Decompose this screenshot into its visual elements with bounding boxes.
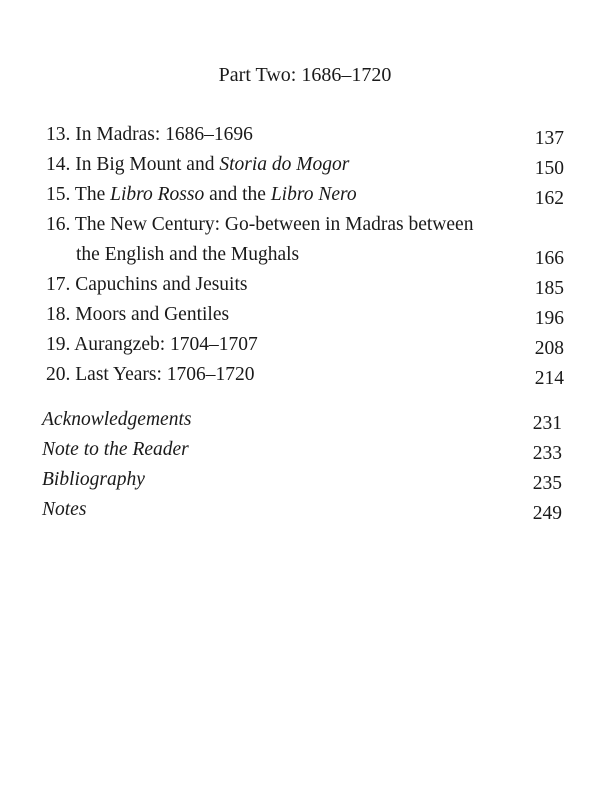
- chapter-title: In Madras: 1686–1696: [75, 124, 253, 145]
- toc-entry-18[interactable]: [46, 300, 570, 330]
- toc-entry-19[interactable]: [46, 330, 570, 360]
- chapter-number: 15.: [46, 184, 71, 205]
- chapter-title: Aurangzeb: 1704–1707: [74, 334, 258, 355]
- page-number: 249: [532, 503, 562, 524]
- page-number: 233: [532, 443, 562, 464]
- back-matter-title: Bibliography: [42, 469, 145, 490]
- page-number: 150: [534, 158, 564, 179]
- page-number: 166: [534, 248, 564, 269]
- toc-entry-notes[interactable]: [42, 495, 570, 525]
- page-number: 231: [532, 413, 562, 434]
- page-number: 137: [534, 128, 564, 149]
- back-matter-title: Note to the Reader: [42, 439, 189, 460]
- chapter-number: 19.: [46, 334, 71, 355]
- chapter-list: [46, 120, 570, 390]
- chapter-title: Moors and Gentiles: [75, 304, 230, 325]
- page-number: 162: [534, 188, 564, 209]
- chapter-number: 13.: [46, 124, 71, 145]
- toc-entry-17[interactable]: [46, 270, 570, 300]
- page-number: 214: [534, 368, 564, 389]
- toc-entry-bibliography[interactable]: [42, 465, 570, 495]
- chapter-number: 14.: [46, 154, 71, 175]
- back-matter-title: Acknowledgements: [42, 409, 192, 430]
- toc-entry-acknowledgements[interactable]: [42, 405, 570, 435]
- toc-entry-15[interactable]: [46, 180, 570, 210]
- toc-entry-note-to-reader[interactable]: [42, 435, 570, 465]
- chapter-number: 17.: [46, 274, 71, 295]
- chapter-number: 16.: [46, 214, 71, 235]
- part-heading: Part Two: 1686–1720: [218, 64, 392, 86]
- page-number: 208: [534, 338, 564, 359]
- chapter-title: Last Years: 1706–1720: [75, 364, 255, 385]
- toc-entry-14[interactable]: [46, 150, 570, 180]
- chapter-title: Capuchins and Jesuits: [75, 274, 248, 295]
- chapter-title: The Libro Rosso and the Libro Nero: [74, 184, 357, 205]
- toc-entry-13[interactable]: [46, 120, 570, 150]
- page-number: 235: [532, 473, 562, 494]
- chapter-number: 18.: [46, 304, 71, 325]
- page-number: 196: [534, 308, 564, 329]
- chapter-number: 20.: [46, 364, 71, 385]
- toc-entry-20[interactable]: [46, 360, 570, 390]
- toc-entry-16[interactable]: [46, 210, 570, 270]
- chapter-title-line1: The New Century: Go-between in Madras between: [74, 214, 474, 235]
- chapter-title-line2: the English and the Mughals: [76, 244, 300, 265]
- page-number: 185: [534, 278, 564, 299]
- back-matter-list: [42, 405, 570, 525]
- back-matter-title: Notes: [42, 499, 87, 520]
- chapter-title: In Big Mount and Storia do Mogor: [75, 154, 350, 175]
